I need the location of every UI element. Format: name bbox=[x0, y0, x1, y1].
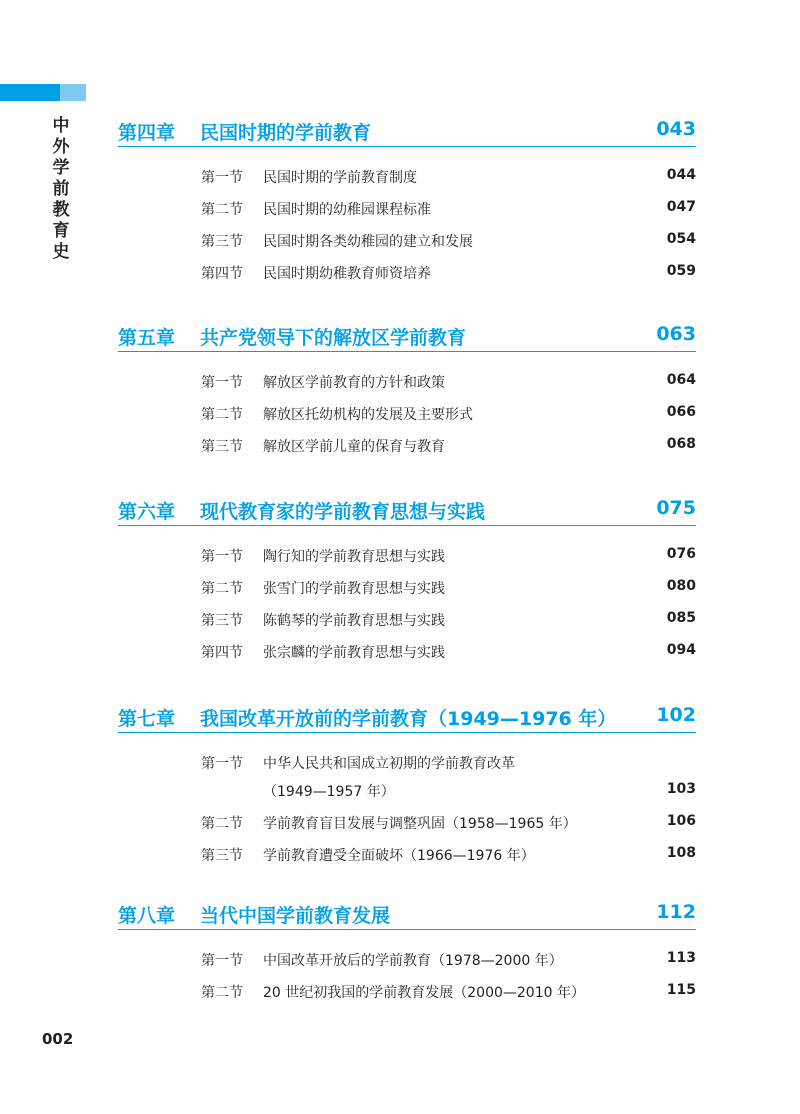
chapter-page: 063 bbox=[656, 323, 696, 345]
section-number: 第一节 bbox=[201, 375, 243, 391]
toc-section[interactable] bbox=[201, 263, 696, 285]
chapter-title: 共产党领导下的解放区学前教育 bbox=[200, 327, 467, 349]
chapter-heading[interactable] bbox=[118, 495, 696, 526]
section-page: 044 bbox=[666, 167, 696, 183]
toc-section[interactable] bbox=[201, 642, 696, 664]
accent-bar-light bbox=[60, 84, 86, 101]
section-number: 第二节 bbox=[201, 581, 243, 597]
section-title: 张宗麟的学前教育思想与实践 bbox=[263, 645, 445, 661]
chapter-heading[interactable] bbox=[118, 899, 696, 930]
section-number: 第二节 bbox=[201, 407, 243, 423]
section-page: 108 bbox=[666, 845, 696, 861]
section-number: 第一节 bbox=[201, 170, 243, 186]
chapter-page: 075 bbox=[656, 497, 696, 519]
chapter-page: 043 bbox=[656, 118, 696, 140]
chapter-title: 当代中国学前教育发展 bbox=[200, 905, 391, 927]
section-title: 陶行知的学前教育思想与实践 bbox=[263, 549, 445, 565]
section-title: 20 世纪初我国的学前教育发展（2000—2010 年） bbox=[263, 985, 585, 1001]
section-title: 中国改革开放后的学前教育（1978—2000 年） bbox=[263, 953, 563, 969]
toc-section[interactable] bbox=[201, 372, 696, 394]
section-number: 第三节 bbox=[201, 234, 243, 250]
section-number: 第二节 bbox=[201, 202, 243, 218]
section-title: 陈鹤琴的学前教育思想与实践 bbox=[263, 613, 445, 629]
section-page: 115 bbox=[666, 982, 696, 998]
toc-section[interactable] bbox=[201, 546, 696, 568]
section-title: 张雪门的学前教育思想与实践 bbox=[263, 581, 445, 597]
section-page: 064 bbox=[666, 372, 696, 388]
section-page: 106 bbox=[666, 813, 696, 829]
section-page: 066 bbox=[666, 404, 696, 420]
chapter-number: 第五章 bbox=[118, 327, 176, 349]
toc-section[interactable] bbox=[201, 982, 696, 1004]
chapter-heading[interactable] bbox=[118, 321, 696, 352]
chapter-8 bbox=[118, 899, 696, 1001]
toc-section[interactable] bbox=[201, 404, 696, 426]
section-page: 068 bbox=[666, 436, 696, 452]
section-title: 学前教育盲目发展与调整巩固（1958—1965 年） bbox=[263, 816, 577, 832]
section-number: 第四节 bbox=[201, 645, 243, 661]
book-title: 中外学前教育史 bbox=[52, 116, 70, 262]
chapter-7 bbox=[118, 702, 696, 864]
toc-section[interactable] bbox=[201, 578, 696, 600]
section-number: 第一节 bbox=[201, 953, 243, 969]
toc-section[interactable] bbox=[201, 845, 696, 867]
toc-section[interactable] bbox=[201, 436, 696, 458]
section-number: 第一节 bbox=[201, 756, 243, 772]
section-page: 080 bbox=[666, 578, 696, 594]
section-page: 059 bbox=[666, 263, 696, 279]
toc-section[interactable] bbox=[201, 199, 696, 221]
section-page: 085 bbox=[666, 610, 696, 626]
accent-bar bbox=[0, 84, 86, 101]
section-title-continuation: （1949—1957 年） bbox=[263, 784, 395, 800]
section-number: 第二节 bbox=[201, 985, 243, 1001]
section-title: 解放区学前儿童的保育与教育 bbox=[263, 439, 445, 455]
chapter-page: 112 bbox=[656, 901, 696, 923]
toc-section[interactable] bbox=[201, 167, 696, 189]
section-page: 054 bbox=[666, 231, 696, 247]
toc-section[interactable] bbox=[201, 610, 696, 632]
toc-section[interactable] bbox=[201, 753, 696, 800]
section-number: 第二节 bbox=[201, 816, 243, 832]
section-title: 民国时期的学前教育制度 bbox=[263, 170, 417, 186]
section-title: 中华人民共和国成立初期的学前教育改革 bbox=[263, 756, 515, 772]
section-title: 民国时期各类幼稚园的建立和发展 bbox=[263, 234, 473, 250]
chapter-number: 第六章 bbox=[118, 501, 176, 523]
section-title: 解放区学前教育的方针和政策 bbox=[263, 375, 445, 391]
chapter-title: 我国改革开放前的学前教育（1949—1976 年） bbox=[200, 708, 617, 730]
toc-section[interactable] bbox=[201, 231, 696, 253]
chapter-number: 第七章 bbox=[118, 708, 176, 730]
accent-bar-dark bbox=[0, 84, 60, 101]
section-title: 学前教育遭受全面破坏（1966—1976 年） bbox=[263, 848, 535, 864]
section-page: 076 bbox=[666, 546, 696, 562]
chapter-page: 102 bbox=[656, 704, 696, 726]
section-number: 第三节 bbox=[201, 848, 243, 864]
chapter-number: 第四章 bbox=[118, 122, 176, 144]
chapter-4 bbox=[118, 116, 696, 282]
section-title: 民国时期的幼稚园课程标准 bbox=[263, 202, 431, 218]
chapter-title: 现代教育家的学前教育思想与实践 bbox=[200, 501, 486, 523]
section-number: 第三节 bbox=[201, 439, 243, 455]
section-page: 094 bbox=[666, 642, 696, 658]
section-number: 第三节 bbox=[201, 613, 243, 629]
section-page: 047 bbox=[666, 199, 696, 215]
section-number: 第一节 bbox=[201, 549, 243, 565]
toc-section[interactable] bbox=[201, 950, 696, 972]
chapter-5 bbox=[118, 321, 696, 455]
section-number: 第四节 bbox=[201, 266, 243, 282]
toc-section[interactable] bbox=[201, 813, 696, 835]
section-page: 103 bbox=[666, 781, 696, 797]
page-number: 002 bbox=[42, 1030, 74, 1048]
chapter-title: 民国时期的学前教育 bbox=[200, 122, 372, 144]
chapter-heading[interactable] bbox=[118, 702, 696, 733]
section-title: 民国时期幼稚教育师资培养 bbox=[263, 266, 431, 282]
chapter-number: 第八章 bbox=[118, 905, 176, 927]
chapter-heading[interactable] bbox=[118, 116, 696, 147]
chapter-6 bbox=[118, 495, 696, 661]
section-title: 解放区托幼机构的发展及主要形式 bbox=[263, 407, 473, 423]
section-page: 113 bbox=[666, 950, 696, 966]
